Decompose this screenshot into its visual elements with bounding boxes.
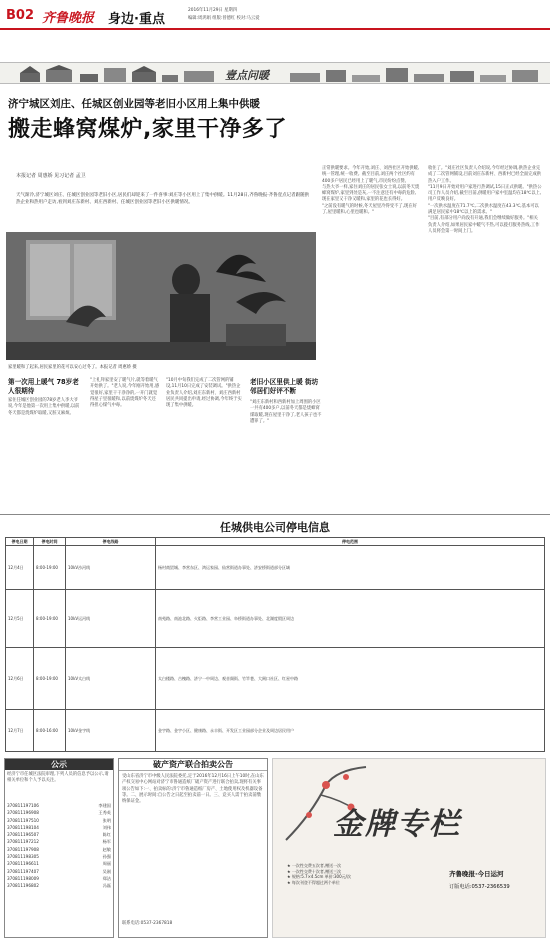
table-row (6, 546, 545, 590)
header-range: 停电范围 (156, 538, 545, 546)
notice-code: 370811196611 (7, 861, 39, 867)
notice-name: 周丽 (102, 861, 111, 867)
notice-name: 郑洁 (102, 875, 111, 881)
auction-contact: 联系电话:0537-2367818 (122, 921, 173, 926)
outage-section (0, 514, 550, 752)
column-banner (0, 62, 550, 84)
cell-time: 8:00-19:00 (34, 546, 66, 590)
notice-name: 杨军 (102, 839, 111, 845)
header-date: 停电日期 (6, 538, 34, 546)
notice-code: 370811196802 (7, 883, 39, 889)
notice-row (7, 853, 111, 860)
header-time: 停电时间 (34, 538, 66, 546)
column-4-text: 正常供暖要求。今年开始,刘庄、刘西社区开始供暖,统一管理,统一收费。截至目前,刘庄两个社区约有400多户居民已经用上了暖气,市民纷纷点赞。 与热大爷一样,家住刘庄的居民张女士说,以前冬天烧蜂窝煤炉,家里到处是灰,一不注意还有中毒的危险,现在家里又干净又暖和,家里的花也长得好。 "之前没有暖气的时候,冬天屋里冷得受不了,现在好了,屋里暖和,心里也暖和。" (322, 166, 420, 216)
plant-photo-illustration (6, 232, 316, 360)
cell-range: 金宇路、金宇小区、健康路、永丰街、开发区工业园部分企业及周边居民用户 (156, 710, 545, 752)
notice-code: 370811197908 (7, 846, 39, 852)
notice-row (7, 831, 111, 838)
notice-code: 370811197407 (7, 868, 39, 874)
header-line: 停电线路 (66, 538, 156, 546)
notice-name: 王秀英 (98, 810, 111, 816)
notice-name: 冯磊 (102, 883, 111, 889)
cell-line: 10kV金宇线 (66, 710, 156, 752)
column-4b-text: "刘庄东新村和西新村加上周围的小区一共有400多户,以前冬天都是烧蜂窝煤取暖,现在屋里干净了,老人孩子也不遭罪了。" (250, 400, 322, 424)
table-row (6, 648, 545, 710)
paper-logo: 齐鲁晚报 (42, 11, 95, 26)
column-badge: 壹点问暖 (225, 69, 269, 82)
subhead-neighbors-praise: 老旧小区里供上暖 街坊邻居们好评不断 (250, 378, 319, 395)
photo-caption: 家里暖和了起来,居民家里的花可以安心过冬了。本报记者 周惠娇 摄 (8, 365, 137, 370)
promo-title: 金牌专栏 (333, 807, 461, 842)
promo-rule: ★ 规格:5.7×4.5cm 单价:300元/次 (287, 874, 351, 879)
notice-text: 经济宁市任城区法院审理,下列人员的信息予以公示,请相关单位和个人予以关注。 (7, 772, 109, 784)
notice-title: 公示 (5, 759, 113, 770)
notice-row (7, 882, 111, 889)
notice-code: 370811198009 (7, 875, 39, 881)
notice-name: 赵敏 (102, 846, 111, 852)
auction-panel (118, 758, 268, 938)
cell-line: 10kV运河线 (66, 590, 156, 648)
page-number: B02 (6, 8, 34, 23)
cell-date: 12月7日 (6, 710, 34, 752)
notice-row (7, 817, 111, 824)
notice-name: 吴刚 (102, 868, 111, 874)
cell-line: 10kV沙河线 (66, 546, 156, 590)
notice-code: 370811197510 (7, 817, 39, 823)
notice-row (7, 875, 111, 882)
promo-hotline: 订版电话:0537-2366539 (449, 884, 510, 890)
notice-code: 370811198305 (7, 854, 39, 860)
notice-row (7, 802, 111, 809)
notice-row (7, 809, 111, 816)
promo-brand: 齐鲁晚报·今日运河 (449, 870, 504, 878)
notice-row (7, 860, 111, 867)
article-lead: 天气渐冷,济宁城区刘庄、任城区创业园等老旧小区,居民们却迎来了一件喜事:刘庄等小区用上了集中供暖。11月28日,齐鲁晚报·齐鲁壹点记者跟随供热企业和热用户走访,看到刘庄东新村、刘庄西新村、任城区创业园等老旧小区供暖情况。 (16, 193, 310, 205)
page-header (0, 0, 550, 30)
promo-rule: ★ 每次刊登不得超过两个单位 (287, 879, 340, 885)
subhead-first-heating: 第一次用上暖气 78岁老人很期待 (8, 378, 79, 395)
notice-code: 370811196908 (7, 810, 39, 816)
notice-code: 370811197106 (7, 803, 39, 808)
promo-rule: ★ 一次性交费十次者,赠送三次 (287, 868, 342, 874)
notice-row (7, 868, 111, 875)
notice-row (7, 846, 111, 853)
section-title: 身边·重点 (108, 12, 165, 27)
outage-title: 任城供电公司停电信息 (220, 521, 330, 534)
article-byline: 本报记者 周惠娇 见习记者 孟卫 (16, 173, 86, 179)
notice-name: 陈红 (102, 832, 111, 838)
promo-rule: ★ 一次性交费五次者,赠送一次 (287, 863, 342, 868)
column-2-text: "上礼拜家里安了暖气片,就等着暖气开始供了。"老人说,今年刚开始用,感觉很好,家里干干净净的,一开门就觉得屋子里很暖和,以前烧煤炉冬天还得担心煤气中毒。 (90, 378, 160, 409)
cell-time: 8:00-19:00 (34, 648, 66, 710)
cell-range: 太白楼路、古槐路、济宁一中周边、观音阁街、竹竿巷、大闸口社区、红星中路 (156, 648, 545, 710)
notice-row (7, 824, 111, 831)
date-line: 2016年11月29日 星期四 (188, 8, 238, 13)
outage-table (5, 537, 545, 752)
table-row (6, 590, 545, 648)
article-headline: 搬走蜂窝煤炉,家里干净多了 (8, 117, 287, 142)
notice-name: 刘伟 (102, 824, 111, 830)
notice-code: 370811197212 (7, 839, 39, 845)
notice-name: 李建国 (98, 803, 111, 808)
column-1-text: 家住任城区创业园的78岁老人李大爷说,今年是他第一次用上集中供暖,以前冬天都是烧煤炉取暖,又脏又麻烦。 (8, 398, 80, 416)
cell-range: 杨村商贸城、李营东区、鸿运家园、仙营街道办事处、济安桥街道部分区域 (156, 546, 545, 590)
promo-panel (272, 758, 546, 938)
auction-title: 破产资产联合拍卖公告 (119, 759, 267, 771)
auction-body: 受山东省济宁市中级人民法院委托,定于2016年12月16日上午10时,在山东产权交易中心网站对济宁市鲁通造纸厂破产资产进行联合拍卖,现将有关事项公告如下:一、拍卖标的:济宁市鲁通造纸厂房产、土地使用权及机器设备等。二、展示时间:自公告之日起至拍卖前一日。三、竞买人需于拍卖前缴纳保证金。 (122, 774, 264, 805)
cell-range: 南苑路、南池北路、火炬路、李营工业园、阜桥街道办事处、北湖度假区周边 (156, 590, 545, 648)
notice-name: 张明 (102, 817, 111, 823)
notice-row (7, 838, 111, 845)
house-silhouette-icon (20, 65, 220, 82)
article-photo (6, 232, 316, 360)
column-5-text: 收住了。"刘庄社区负责人介绍说,今年经过协调,供热企业完成了二次管网铺设,目前刘庄东新村、西新村已经全面完成供热入户工作。 "11月9日开始对用户家进行热调试,15日正式供暖。"供热公司工作人员介绍,截至目前,供暖用户家中室温均在18℃以上,用户反映良好。 "一次供水温度在71.7℃,二次供水温度在43.3℃,基本可以满足居民家中18℃以上的需求。" "目前,有部分用户尚没有开通,我们会继续做好服务。"相关负责人介绍,如果居民家中暖气不热,可以拨打服务热线,工作人员将会第一时间上门。 (428, 166, 542, 234)
cell-date: 12月6日 (6, 648, 34, 710)
notice-panel (4, 758, 114, 938)
notice-code: 370811196507 (7, 832, 39, 838)
cell-time: 8:00-19:00 (34, 590, 66, 648)
notice-name: 孙强 (102, 854, 111, 860)
editor-line: 编辑:周鸿娟 组版:曾德红 校对:马云爱 (188, 16, 260, 21)
notice-code: 370811198104 (7, 824, 39, 830)
cell-date: 12月5日 (6, 590, 34, 648)
notice-list (5, 802, 113, 890)
table-row (6, 710, 545, 752)
cell-line: 10kV太白线 (66, 648, 156, 710)
cell-time: 8:00-16:00 (34, 710, 66, 752)
town-silhouette-icon (290, 66, 540, 82)
column-3-text: "10月中旬我们完成了二次管网的铺设,11月10日完成了安装调试。"供热企业负责人介绍,刘庄东新村、刘庄西新村居民共同提出申请,经过协调,今年终于实现了集中供暖。 (166, 378, 242, 409)
cell-date: 12月4日 (6, 546, 34, 590)
outage-header-row (6, 538, 545, 546)
article-kicker: 济宁城区刘庄、任城区创业园等老旧小区用上集中供暖 (8, 98, 260, 110)
